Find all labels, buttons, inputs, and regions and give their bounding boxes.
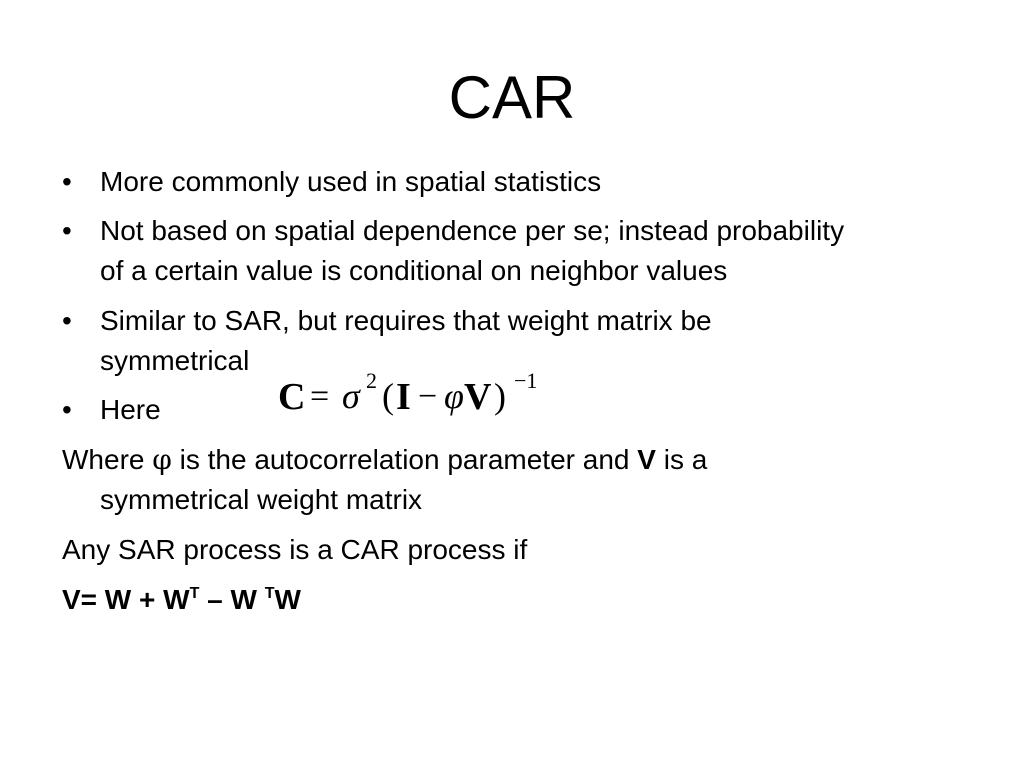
bullet-marker: • bbox=[62, 166, 72, 197]
where-suffix: is a bbox=[655, 444, 708, 475]
bullet-marker: • bbox=[62, 394, 72, 425]
equation-part-3: W bbox=[274, 584, 301, 615]
sar-car-equation bbox=[62, 580, 301, 620]
equation-transpose-2: T bbox=[264, 585, 275, 602]
where-v: V bbox=[637, 444, 656, 475]
bullet-text-3-line-2: symmetrical bbox=[100, 345, 250, 376]
bullet-marker: • bbox=[62, 215, 72, 246]
bullet-marker: • bbox=[62, 305, 72, 336]
formula-equals: = bbox=[310, 378, 330, 415]
formula-v: V bbox=[464, 376, 492, 418]
where-phi: φ bbox=[152, 443, 172, 476]
car-covariance-formula bbox=[278, 370, 578, 430]
bullet-text-4: Here bbox=[100, 394, 161, 425]
formula-inverse-exponent: −1 bbox=[514, 368, 538, 393]
equation-part-2: – W bbox=[199, 584, 265, 615]
formula-c: C bbox=[278, 376, 306, 418]
formula-sigma: σ bbox=[342, 376, 360, 416]
formula-minus: − bbox=[418, 378, 438, 415]
formula-identity: I bbox=[396, 376, 411, 418]
bullet-text-3-line-1: Similar to SAR, but requires that weight matrix be bbox=[100, 305, 712, 336]
slide-title: CAR bbox=[448, 64, 576, 131]
where-prefix: Where bbox=[62, 444, 153, 475]
where-line-1 bbox=[62, 440, 707, 480]
formula-phi: φ bbox=[444, 376, 464, 416]
formula-sigma-exponent: 2 bbox=[366, 368, 377, 393]
formula-left-paren: ( bbox=[382, 376, 394, 416]
bullet-text-1: More commonly used in spatial statistics bbox=[100, 166, 602, 197]
sar-note: Any SAR process is a CAR process if bbox=[62, 534, 528, 565]
bullet-text-2-line-2: of a certain value is conditional on neighbor values bbox=[100, 255, 728, 286]
equation-part-1: V= W + W bbox=[62, 584, 190, 615]
where-line-2: symmetrical weight matrix bbox=[100, 484, 423, 515]
where-middle: is the autocorrelation parameter and bbox=[171, 444, 638, 475]
formula-right-paren: ) bbox=[494, 376, 506, 416]
bullet-text-2-line-1: Not based on spatial dependence per se; instead probability bbox=[100, 215, 845, 246]
equation-transpose-1: T bbox=[189, 585, 200, 602]
